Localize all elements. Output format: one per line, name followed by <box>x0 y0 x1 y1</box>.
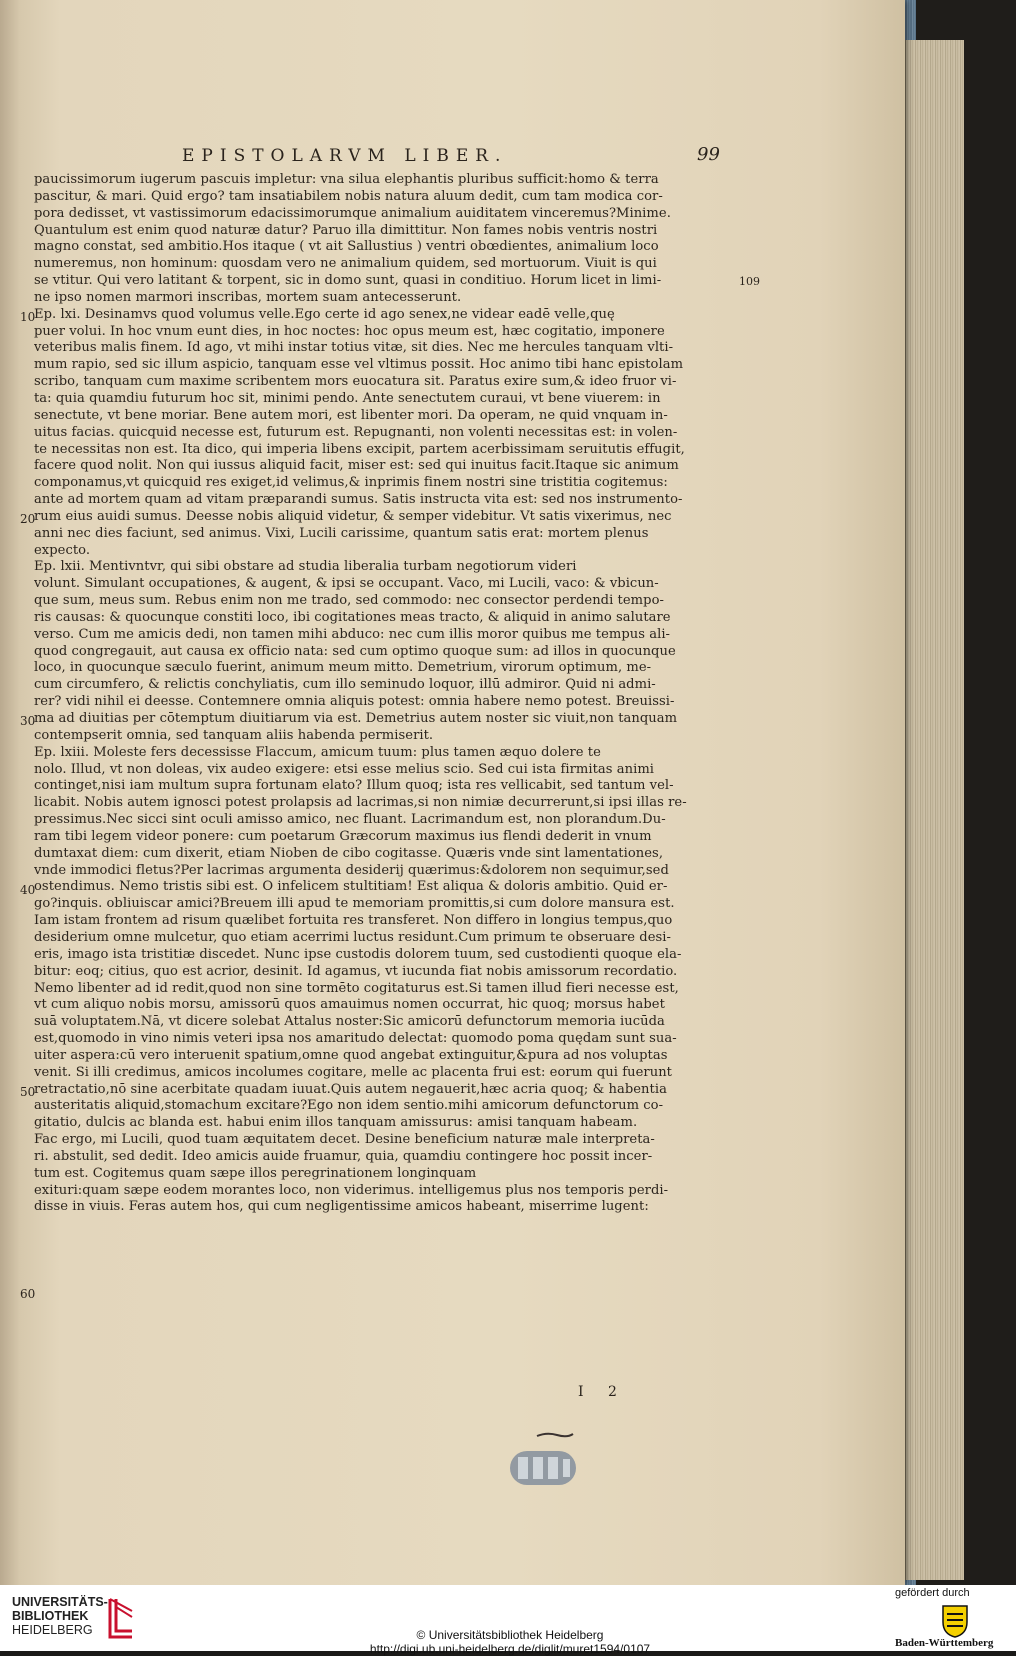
footer <box>0 1585 1016 1656</box>
library-emblem-icon <box>104 1593 138 1643</box>
text-line: gitatio, dulcis ac blanda est. habui enim illos tanquam amissurus: amisi tanquam habeam. <box>34 1115 638 1131</box>
library-city: HEIDELBERG <box>12 1623 93 1637</box>
text-line: bitur: eoq; citius, quo est acrior, desinit. Id agamus, vt iucunda fiat nobis amissorum recordatio. <box>34 963 678 979</box>
text-line: disse in viuis. Feras autem hos, qui cum negligentissime amicos habeant, miserrime lugent: <box>34 1199 649 1215</box>
library-stamp <box>508 1449 578 1487</box>
text-line: cum circumfero, & relictis conchyliatis, cum illo seminudo loquor, illū admiror. Quid ni admi- <box>34 677 656 693</box>
text-line: Iam istam frontem ad risum quælibet fortuita res transferet. Non differo in longius tempus,quo <box>34 913 673 929</box>
text-line: contempserit omnia, sed tanquam aliis habenda permiserit. <box>34 727 434 743</box>
permalink[interactable]: http://digi.ub.uni-heidelberg.de/diglit/muret1594/0107 <box>369 1642 651 1656</box>
text-line: Quantulum est enim quod naturæ datur? Paruo illa dimittitur. Non fames nobis ventris nostri <box>34 222 658 238</box>
book-edges <box>905 40 964 1580</box>
margin-note: 109 <box>739 275 760 288</box>
library-name-1: UNIVERSITÄTS- <box>12 1595 108 1609</box>
text-line: ris causas: & quocunque constiti loco, ibi cogitationes meas tracto, & aliquid in animo salutare <box>34 609 671 625</box>
text-line: uiter aspera:cū vero interuenit spatium,omne quod angebat extinguitur,&pura ad nos voluptas <box>34 1047 668 1063</box>
text-line: puer volui. In hoc vnum eunt dies, in hoc noctes: hoc opus meum est, hæc cogitatio, imponere <box>34 323 665 339</box>
text-line: facere quod nolit. Non qui iussus aliquid facit, miser est: sed qui inuitus facit.Itaque sic animum <box>34 458 679 474</box>
text-line: ram tibi legem videor ponere: cum poetarum Græcorum maximus ius flendi dederit in vnum <box>34 828 652 844</box>
text-line: vnde immodici fletus?Per lacrimas argumenta desiderij quærimus:&dolorem non sequimur,sed <box>34 862 669 878</box>
text-line: vt cum aliquo nobis morsu, amissorū quos amauimus nomen occurrat, hic quoq; morsus habet <box>34 997 665 1013</box>
text-line: rer? vidi nihil ei deesse. Contemnere omnia aliquis potest: omnia habere nemo potest. Breuissi- <box>34 694 675 710</box>
text-line: anni nec dies faciunt, sed animus. Vixi, Lucili carissime, quantum satis erat: mortem plenus <box>34 525 649 541</box>
page-number: 99 <box>697 144 720 165</box>
text-line: ri. abstulit, sed dedit. Ideo amicis auide fruamur, quia, quamdiu contingere hoc possit incer- <box>34 1148 653 1164</box>
text-line: volunt. Simulant occupationes, & augent, & ipsi se occupant. Vaco, mi Lucili, vaco: & vbicun- <box>34 576 659 592</box>
text-line: Ep. lxii. Mentivntvr, qui sibi obstare ad studia liberalia turbam negotiorum videri <box>34 559 577 575</box>
text-line: ostendimus. Nemo tristis sibi est. O infelicem stultitiam! Est aliqua & doloris ambitio. Quid er- <box>34 879 668 895</box>
text-line: desiderium omne mulcetur, quo etiam acerrimi luctus residunt.Cum primum te obseruare desi- <box>34 929 671 945</box>
funder-name: Baden-Württemberg <box>895 1637 994 1649</box>
text-line: loco, in quocunque sæculo fuerint, animum meum mitto. Demetrium, virorum optimum, me- <box>34 660 652 676</box>
signature-mark: I 2 <box>578 1384 627 1400</box>
text-line: tum est. Cogitemus quam sæpe illos peregrinationem longinquam <box>34 1165 477 1181</box>
ink-mark <box>535 1432 575 1438</box>
library-logo[interactable] <box>12 1595 108 1637</box>
text-line: Nemo libenter ad id redit,quod non sine tormēto cogitaturus est.Si tamen illud fieri necesse est, <box>34 980 679 996</box>
text-line: senectute, vt bene moriar. Bene autem mori, est libenter mori. Da operam, ne quid vnquam in- <box>34 407 668 423</box>
text-line: scribo, tanquam cum maxime scribentem mors euocatura sit. Paratus exire sum,& ideo fruor vi- <box>34 374 677 390</box>
text-line: austeritatis aliquid,stomachum excitare?Ego non idem sentio.mihi amicorum defunctorum co- <box>34 1098 664 1114</box>
text-line: te necessitas non est. Ita dico, qui imperia libens excipit, partem acerbissimam seruitutis effugit, <box>34 441 685 457</box>
text-line: rum eius auidi sumus. Deesse nobis aliquid videtur, & semper videbitur. Vt satis vixerimus, nec <box>34 508 672 524</box>
line-number: 50 <box>20 1085 36 1099</box>
text-block <box>20 172 760 1301</box>
text-line: Ep. lxi. Desinamvs quod volumus velle.Ego certe id ago senex,ne videar eadē velle,quę <box>34 306 615 322</box>
text-line: exituri:quam sæpe eodem morantes loco, non viderimus. intelligemus plus nos temporis perdi- <box>34 1182 669 1198</box>
text-line: retractatio,nō sine acerbitate quadam iuuat.Quis autem negauerit,hæc acria quoq; & habentia <box>34 1081 667 1097</box>
text-line: pora dedisset, vt vastissimorum edacissimorumque animalium auiditatem vinceremus?Minime. <box>34 205 671 221</box>
text-line: componamus,vt quicquid res exiget,id velimus,& inprimis finem nostri sine tristitia cogitemus: <box>34 475 668 491</box>
text-line: mum rapio, sed sic illum aspicio, tanquam esse vel vltimus possit. Hoc animo tibi hanc epistolam <box>34 357 684 373</box>
library-name-2: BIBLIOTHEK <box>12 1609 89 1623</box>
text-line: numeremus, non hominum: quosdam vero ne animalium quidem, sed mortuorum. Viuit is qui <box>34 256 657 272</box>
text-line: expecto. <box>34 542 91 558</box>
line-number: 60 <box>20 1287 36 1301</box>
text-line: Fac ergo, mi Lucili, quod tuam æquitatem decet. Desine beneficium naturæ male interpreta- <box>34 1132 655 1148</box>
text-line: pressimus.Nec sicci sint oculi amisso amico, nec fluant. Lacrimandum est, non plorandum.Du- <box>34 812 666 828</box>
text-line: licabit. Nobis autem ignosci potest prolapsis ad lacrimas,si non nimiæ decurrerunt,si ipsi illas re- <box>34 795 687 811</box>
text-line: venit. Si illi credimus, amicos incolumes cogitare, melle ac placenta frui est: eorum qui fuerunt <box>34 1064 672 1080</box>
text-line: uitus facias. quicquid necesse est, futurum est. Repugnanti, non volenti necessitas est: in volen- <box>34 424 678 440</box>
line-number: 30 <box>20 714 36 728</box>
text-line: nolo. Illud, vt non doleas, vix audeo exigere: etsi esse melius scio. Sed cui ista firmitas animi <box>34 761 655 777</box>
text-line: continget,nisi iam multum supra fortunam elato? Illum quoq; ista res vellicabit, sed tantum vel- <box>34 778 674 794</box>
text-line: est,quomodo in vino nimis veteri ipsa nos amaritudo delectat: quomodo poma quędam sunt sua- <box>34 1031 677 1047</box>
text-line: ta: quia quamdiu futurum hoc sit, minimi pendo. Ante senectutem curaui, vt bene viuerem: in <box>34 390 661 406</box>
text-line: ne ipso nomen marmori inscribas, mortem suam antecesserunt. <box>34 289 462 305</box>
text-line: go?inquis. obliuiscar amici?Breuem illi apud te memoriam promittis,si cum dolore mansura est. <box>34 896 675 912</box>
running-head: EPISTOLARVM LIBER. <box>182 146 508 166</box>
text-line: ante ad mortem quam ad vitam præparandi sumus. Satis instructa vita est: sed nos instrumento- <box>34 492 683 508</box>
funded-by-label: gefördert durch <box>895 1587 970 1599</box>
line-number: 10 <box>20 310 36 324</box>
text-line: quod congregauit, aut causa ex officio nata: sed cum optimo quoque sum: ad illos in quocunque <box>34 643 676 659</box>
text-line: que sum, meus sum. Rebus enim non me trado, sed commodo: nec consector perdendi tempo- <box>34 593 664 609</box>
text-line: verso. Cum me amicis dedi, non tamen mihi abduco: nec cum illis moror quibus me tempus ali- <box>34 626 671 642</box>
text-line: se vtitur. Qui vero latitant & torpent, sic in domo sunt, quasi in conditiuo. Horum licet in limi- <box>34 273 662 289</box>
text-line: paucissimorum iugerum pascuis impletur: vna silua elephantis pluribus sufficit:homo & terra <box>34 172 659 187</box>
state-seal-icon <box>940 1602 970 1638</box>
text-line: magno constat, sed ambitio.Hos itaque ( vt ait Sallustius ) ventri obœdientes, animalium loco <box>34 239 659 255</box>
copyright-notice: © Universitätsbibliothek Heidelberg <box>416 1628 604 1642</box>
text-line: eris, imago ista tristitiæ discedet. Nunc ipse custodis dolorem tuum, sed custodienti quoque ela- <box>34 946 682 962</box>
text-line: Ep. lxiii. Moleste fers decessisse Flaccum, amicum tuum: plus tamen æquo dolere te <box>34 744 601 760</box>
text-line: ma ad diuitias per cōtemptum diuitiarum via est. Demetrius autem noster sic viuit,non tanquam <box>34 711 678 726</box>
text-line: dumtaxat diem: cum dixerit, etiam Nioben de cibo cogitasse. Quæris vnde sint lamentationes, <box>34 845 664 861</box>
line-number: 40 <box>20 883 36 897</box>
text-line: suā voluptatem.Nā, vt dicere solebat Attalus noster:Sic amicorū defunctorum memoria iucūda <box>34 1014 665 1030</box>
text-line: veteribus malis finem. Id ago, vt mihi instar totius vitæ, sit dies. Nec me hercules tanquam vlti- <box>34 340 674 356</box>
line-number: 20 <box>20 512 36 526</box>
text-line: pascitur, & mari. Quid ergo? tam insatiabilem nobis natura aluum dedit, cum tam modica cor- <box>34 188 663 204</box>
